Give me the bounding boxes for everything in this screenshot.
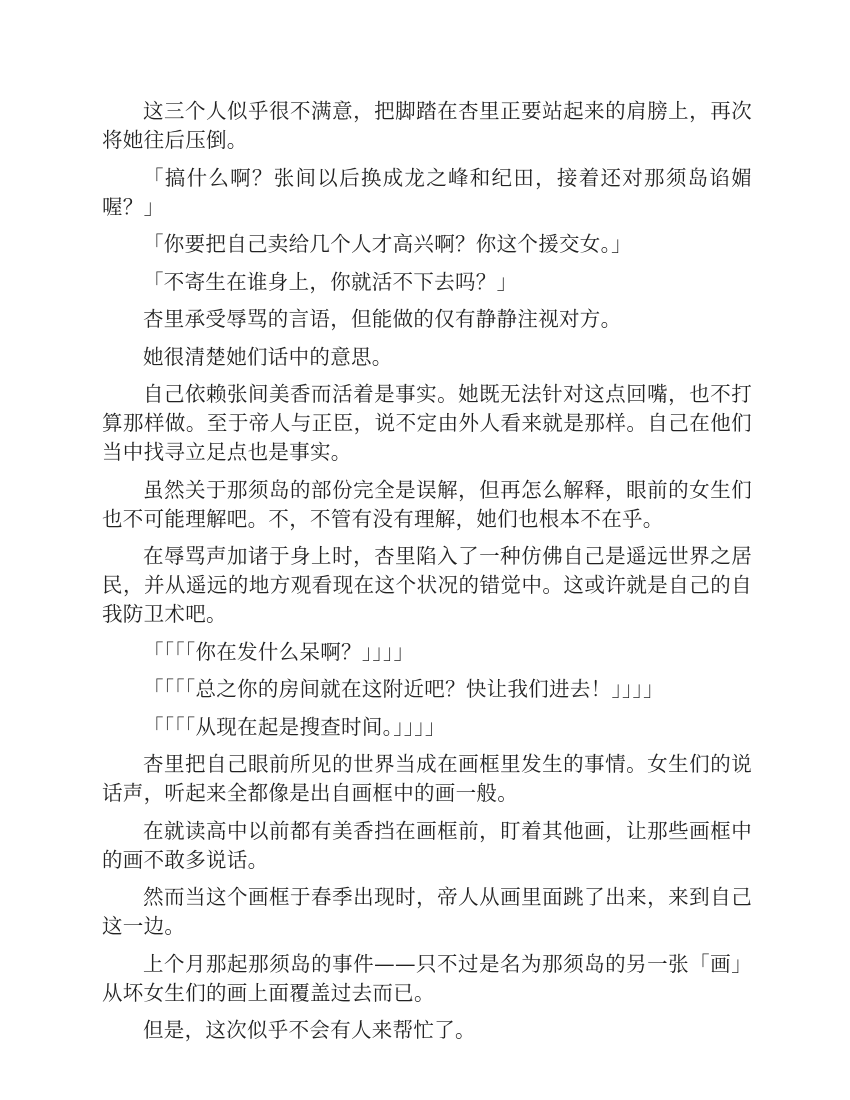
dialogue-paragraph: 「不寄生在谁身上，你就活不下去吗？」: [143, 269, 518, 294]
paragraph: 自己依赖张间美香而活着是事实。她既无法针对这点回嘴，也不打算那样做。至于帝人与正臣，说不定由外人看来就是那样。自己在他们当中找寻立足点也是事实。: [102, 382, 752, 464]
paragraph: 杏里把自己眼前所见的世界当成在画框里发生的事情。女生们的说话声，听起来全都像是出自画框中的画一般。: [102, 752, 752, 805]
body-text: [102, 97, 752, 1054]
paragraph: 她很清楚她们话中的意思。: [143, 344, 393, 369]
dialogue-paragraph: 「你要把自己卖给几个人才高兴啊？你这个援交女。」: [143, 232, 632, 256]
paragraph: 在就读高中以前都有美香挡在画框前，盯着其他画，让那些画框中的画不敢多说话。: [102, 818, 752, 872]
dialogue-paragraph: 「搞什么啊？张间以后换成龙之峰和纪田，接着还对那须岛谄媚喔？」: [102, 165, 752, 219]
paragraph: 然而当这个画框于春季出现时，帝人从画里面跳了出来，来到自己这一边。: [102, 885, 752, 938]
paragraph: 但是，这次似乎不会有人来帮忙了。: [143, 1018, 476, 1042]
dialogue-paragraph: 「「「「从现在起是搜查时间。」」」」: [143, 714, 446, 739]
paragraph: 杏里承受辱骂的言语，但能做的仅有静静注视对方。: [143, 307, 622, 331]
dialogue-paragraph: 「「「「总之你的房间就在这附近吧？快让我们进去！」」」」: [143, 677, 664, 701]
dialogue-paragraph: 「「「「你在发什么呆啊？」」」」: [143, 639, 415, 664]
paragraph: 虽然关于那须岛的部份完全是误解，但再怎么解释，眼前的女生们也不可能理解吧。不，不管有没有理解，她们也根本不在乎。: [102, 477, 752, 531]
paragraph: 在辱骂声加诸于身上时，杏里陷入了一种仿佛自己是遥远世界之居民，并从遥远的地方观看现在这个状况的错觉中。这或许就是自己的自我防卫术吧。: [102, 544, 752, 626]
paragraph: 这三个人似乎很不满意，把脚踏在杏里正要站起来的肩膀上，再次将她往后压倒。: [102, 99, 752, 152]
paragraph: 上个月那起那须岛的事件——只不过是名为那须岛的另一张「画」从坏女生们的画上面覆盖过去而已。: [102, 951, 752, 1005]
